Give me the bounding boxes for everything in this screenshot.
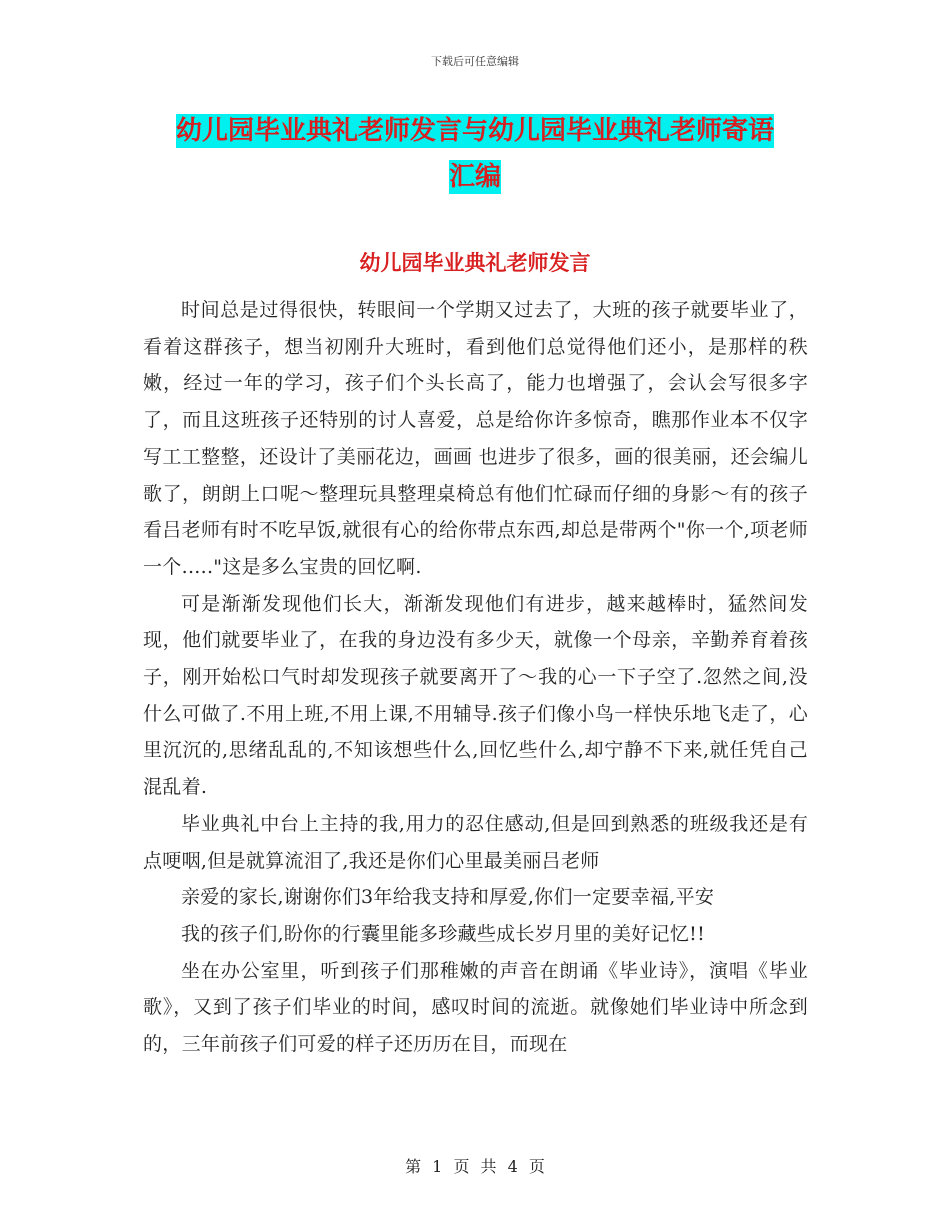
document-title: [140, 108, 810, 200]
paragraph: 我的孩子们,盼你的行囊里能多珍藏些成长岁月里的美好记忆!!: [181, 922, 706, 945]
page-footer: 第 1 页 共 4 页: [405, 1157, 545, 1176]
section-title: 幼儿园毕业典礼老师发言: [359, 251, 591, 275]
document-title-line2: 汇编: [448, 162, 501, 192]
paragraph: 坐在办公室里，听到孩子们那稚嫩的声音在朗诵《毕业诗》，演唱《毕业歌》，又到了孩子们毕业的时间，感叹时间的流逝。就像她们毕业诗中所念到的，三年前孩子们可爱的样子还历历在目，而现在: [143, 959, 808, 1056]
document-title-line1: 幼儿园毕业典礼老师发言与幼儿园毕业典礼老师寄语: [175, 116, 774, 146]
paragraph: 亲爱的家长,谢谢你们3年给我支持和厚爱,你们一定要幸福,平安: [181, 886, 715, 909]
paragraph: 可是渐渐发现他们长大，渐渐发现他们有进步，越来越棒时，猛然间发现，他们就要毕业了，在我的身边没有多少天，就像一个母亲，辛勤养育着孩子，刚开始松口气时却发现孩子就要离开了～我的心一下子空了.忽然之间,没什么可做了.不用上班,不用上课,不用辅导.孩子们像小鸟一样快乐地飞走了，心里沉沉的,思绪乱乱的,不知该想些什么,回忆些什么,却宁静不下来,就任凭自己混乱着.: [143, 592, 808, 799]
body-text: [143, 292, 808, 1063]
paragraph: 毕业典礼中台上主持的我,用力的忍住感动,但是回到熟悉的班级我还是有点哽咽,但是就算流泪了,我还是你们心里最美丽吕老师: [143, 812, 808, 872]
paragraph: 时间总是过得很快，转眼间一个学期又过去了，大班的孩子就要毕业了，看着这群孩子，想当初刚升大班时，看到他们总觉得他们还小，是那样的秩嫩，经过一年的学习，孩子们个头长高了，能力也增强了，会认会写很多字了，而且这班孩子还特别的讨人喜爱，总是给你许多惊奇，瞧那作业本不仅字写工工整整，还设计了美丽花边，画画 也进步了很多，画的很美丽，还会编儿歌了，朗朗上口呢～整理玩具整理桌椅总有他们忙碌而仔细的身影～有的孩子看吕老师有时不吃早饭,就很有心的给你带点东西,却总是带两个"你一个,项老师一个....."这是多么宝贵的回忆啊.: [143, 299, 808, 578]
header-note: 下载后可任意编辑: [431, 55, 519, 68]
